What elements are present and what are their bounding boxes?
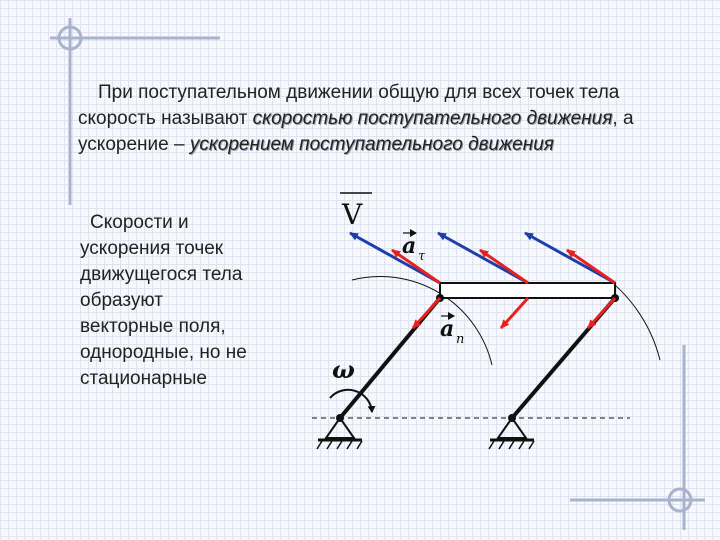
vector-field-line: векторные поля, — [80, 316, 226, 337]
velocity-label: V — [342, 198, 363, 231]
term-translational-acceleration: ускорением поступательного движения — [189, 134, 554, 155]
angular-velocity-arrow — [330, 390, 372, 412]
support-right — [489, 418, 534, 449]
vector-field-line: движущегося тела — [80, 264, 243, 285]
parallelogram-mechanism-diagram — [300, 185, 680, 465]
term-translational-velocity: скоростью поступательного движения — [252, 108, 613, 129]
definition-middle: , а ускорение – — [78, 108, 634, 155]
tangential-acceleration-vector — [480, 250, 528, 283]
vector-field-line: образуют — [80, 290, 163, 311]
normal-acceleration-vector — [588, 298, 615, 328]
vector-field-paragraph — [80, 210, 290, 392]
vector-field-line: ускорения точек — [80, 238, 224, 259]
normal-acceleration-subscript: n — [456, 332, 465, 347]
tangential-acceleration-label: a — [402, 233, 417, 259]
angular-velocity-label: ω — [332, 355, 355, 384]
vector-field-line: однородные, но не — [80, 342, 247, 363]
normal-acceleration-label: a — [440, 316, 455, 342]
tangential-acceleration-subscript: τ — [418, 249, 426, 264]
support-left — [317, 418, 362, 449]
normal-acceleration-vector — [413, 298, 440, 328]
normal-acceleration-vector — [501, 298, 528, 328]
vector-field-line: стационарные — [80, 368, 207, 389]
coupler-bar — [440, 283, 615, 298]
tangential-acceleration-vector — [567, 250, 615, 283]
definition-lead: При поступательном движении общую для всех точек тела скорость называют — [78, 82, 620, 129]
vector-field-line: Скорости и — [90, 212, 189, 233]
definition-paragraph — [78, 80, 668, 158]
